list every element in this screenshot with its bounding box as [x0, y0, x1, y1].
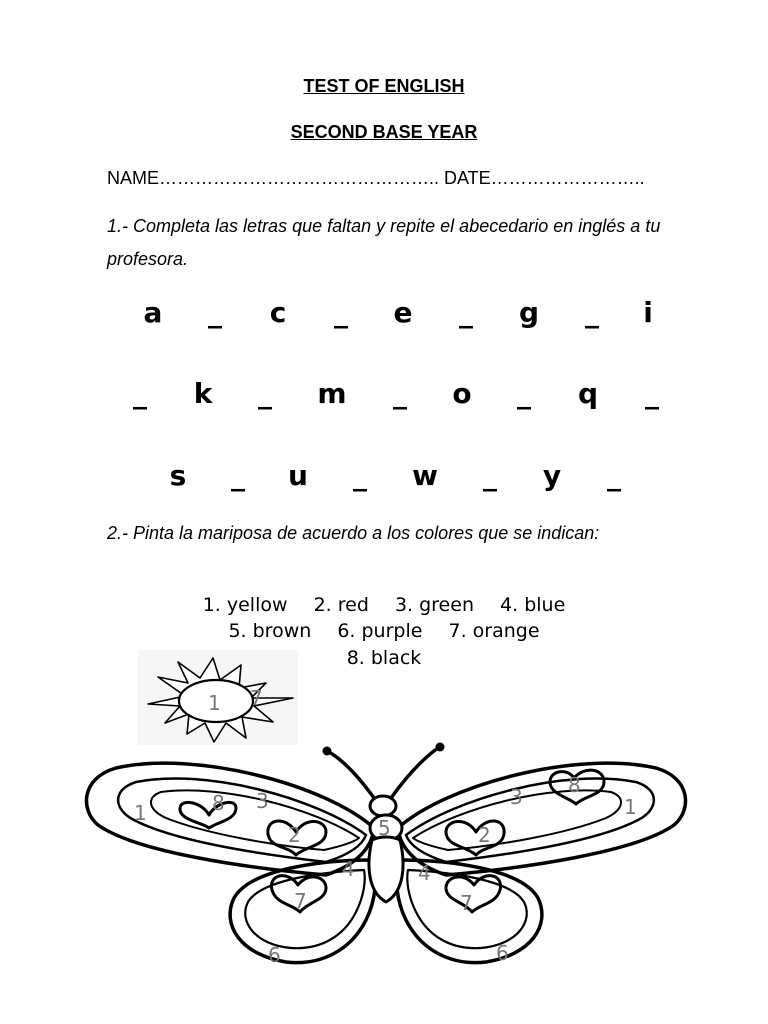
alphabet-letter: u	[288, 459, 308, 492]
butterfly-antenna-tip-left	[323, 747, 332, 756]
alphabet-blank: _	[231, 459, 245, 492]
butterfly-number: 2	[288, 823, 301, 847]
butterfly-antenna-left	[329, 752, 374, 798]
worksheet-subtitle: SECOND BASE YEAR	[290, 122, 478, 142]
alphabet-blank: _	[258, 377, 272, 410]
color-key-item: 3. green	[394, 594, 474, 616]
alphabet-letter: o	[452, 377, 472, 410]
butterfly-number: 7	[460, 891, 473, 915]
color-key-line-2	[0, 618, 768, 644]
alphabet-blank: _	[133, 377, 147, 410]
alphabet-letter: q	[577, 377, 599, 410]
color-key-line-1	[0, 592, 768, 618]
alphabet-blank: _	[334, 296, 348, 329]
alphabet-letter: e	[393, 296, 413, 329]
color-key-line-3	[0, 645, 768, 671]
butterfly-number: 3	[256, 789, 269, 813]
worksheet-title: TEST OF ENGLISH	[303, 76, 465, 96]
alphabet-letter: y	[542, 459, 562, 492]
color-key-item: 8. black	[346, 647, 422, 669]
alphabet-letter: c	[269, 296, 287, 329]
color-key-item: 2. red	[313, 594, 369, 616]
butterfly-number: 5	[378, 816, 391, 840]
sun-number: 7	[250, 686, 263, 710]
question-1-instruction: 1.- Completa las letras que faltan y repite el abecedario en inglés a tu profesora.	[107, 216, 661, 269]
butterfly-right-upper-wing	[398, 763, 686, 875]
butterfly-antenna-right	[391, 748, 438, 798]
alphabet-blank: _	[459, 296, 473, 329]
color-key-item: 4. blue	[500, 594, 566, 616]
color-key-item: 5. brown	[228, 620, 312, 642]
butterfly-number: 3	[510, 785, 523, 809]
butterfly-abdomen	[369, 837, 403, 902]
alphabet-letter: a	[143, 296, 163, 329]
alphabet-row-2	[0, 377, 768, 417]
butterfly-number: 1	[134, 801, 147, 825]
color-key-item: 7. orange	[448, 620, 540, 642]
alphabet-letter: s	[169, 459, 187, 492]
alphabet-blank: _	[607, 459, 621, 492]
alphabet-blank: _	[208, 296, 222, 329]
butterfly-number: 8	[212, 791, 225, 815]
question-2-instruction: 2.- Pinta la mariposa de acuerdo a los colores que se indican:	[107, 523, 600, 543]
butterfly-number: 7	[294, 889, 307, 913]
butterfly-number: 1	[624, 795, 637, 819]
butterfly-number: 4	[418, 861, 431, 885]
heart-shape	[446, 876, 501, 912]
alphabet-blank: _	[393, 377, 407, 410]
butterfly-number: 6	[268, 943, 281, 967]
sun-number: 1	[208, 691, 221, 715]
color-key-item: 1. yellow	[202, 594, 288, 616]
alphabet-blank: _	[483, 459, 497, 492]
alphabet-letter: k	[193, 377, 213, 410]
butterfly-number: 4	[342, 857, 355, 881]
alphabet-letter: i	[643, 296, 653, 329]
butterfly-illustration	[76, 740, 696, 970]
alphabet-blank: _	[517, 377, 531, 410]
butterfly-number: 2	[478, 823, 491, 847]
name-date-line: NAME……………………………………….. DATE……………………..	[107, 168, 645, 188]
alphabet-row-3	[0, 459, 768, 499]
alphabet-letter: m	[317, 377, 347, 410]
alphabet-letter: g	[518, 296, 540, 329]
butterfly-number: 8	[568, 773, 581, 797]
alphabet-blank: _	[353, 459, 367, 492]
heart-shape	[180, 802, 236, 828]
sun-illustration	[138, 650, 298, 745]
alphabet-row-1	[0, 296, 768, 336]
butterfly-head	[370, 796, 396, 816]
butterfly-number: 6	[496, 941, 509, 965]
alphabet-blank: _	[585, 296, 599, 329]
color-key-item: 6. purple	[337, 620, 423, 642]
alphabet-letter: w	[412, 459, 438, 492]
butterfly-antenna-tip-right	[436, 743, 445, 752]
alphabet-blank: _	[645, 377, 659, 410]
